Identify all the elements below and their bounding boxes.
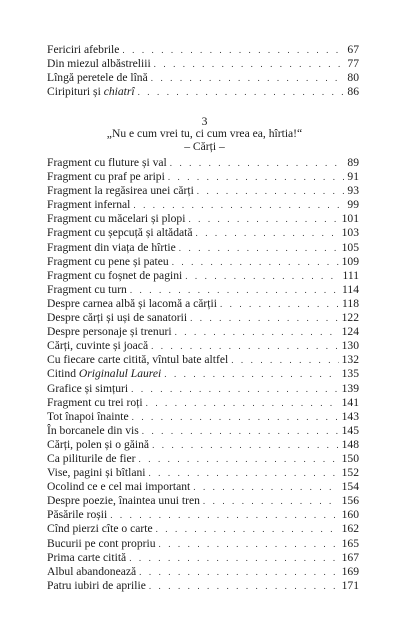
toc-entry-title: Patru iubiri de aprilie (47, 578, 146, 592)
toc-entry (47, 508, 359, 522)
toc-entry-title: Fragment la regăsirea unei cărți (47, 184, 194, 198)
toc-dot-leader (203, 494, 339, 508)
toc-entry-title-plain: Ciripituri și (47, 85, 104, 99)
toc-dot-leader (164, 367, 338, 381)
toc-dot-leader (151, 71, 345, 85)
toc-page-number: 143 (341, 409, 359, 423)
toc-dot-leader (132, 410, 339, 424)
toc-entry-title: Cărți, polen și o găină (47, 437, 150, 451)
section-epigraph: „Nu e cum vrei tu, ci cum vrea ea, hîrtia!“ (106, 127, 303, 140)
toc-page-number: 109 (341, 254, 359, 268)
toc-entry-title (47, 367, 164, 381)
toc-page-number: 114 (342, 282, 359, 296)
toc-entry (47, 537, 359, 551)
toc-entry-title: Fragment cu turn (47, 282, 127, 296)
toc-list-previous-section (47, 43, 359, 99)
toc-entry-title: Din miezul albăstreliii (47, 57, 151, 71)
toc-entry-title: Fragment cu măcelari și plopi (47, 212, 186, 226)
toc-entry-title-plain: Citind (47, 367, 79, 381)
section-title: – Cărți – (184, 140, 225, 153)
toc-page-number: 77 (347, 57, 359, 71)
toc-page-number: 67 (347, 43, 359, 56)
toc-entry-title: În borcanele din vis (47, 423, 139, 437)
toc-entry (47, 255, 359, 269)
toc-dot-leader (185, 269, 339, 283)
toc-entry (47, 382, 359, 396)
toc-entry-title: Fragment din viața de hîrtie (47, 240, 176, 254)
toc-entry-title: Fragment cu trei roți (47, 395, 143, 409)
toc-entry-title: Bucurii pe cont propriu (47, 536, 156, 550)
toc-dot-leader (220, 297, 339, 311)
toc-entry (47, 339, 359, 353)
toc-page-number: 103 (341, 226, 359, 240)
toc-dot-leader (152, 438, 339, 452)
toc-page-number: 118 (342, 296, 359, 310)
toc-entry (47, 241, 359, 255)
toc-entry (47, 565, 359, 579)
toc-entry-title: Prima carte citită (47, 550, 127, 564)
toc-entry-title: Tot înapoi înainte (47, 409, 129, 423)
toc-page-number: 165 (341, 536, 359, 550)
toc-entry-title: Cu fiecare carte citită, vîntul bate altfel (47, 353, 229, 367)
toc-entry (47, 85, 359, 99)
toc-entry-title: Fragment cu fluture și val (47, 156, 167, 169)
toc-entry (47, 184, 359, 198)
toc-dot-leader (151, 339, 339, 353)
toc-page-number: 139 (341, 381, 359, 395)
toc-entry (47, 522, 359, 536)
toc-dot-leader (139, 452, 339, 466)
toc-page-number: 167 (341, 550, 359, 564)
toc-page-number: 80 (347, 71, 359, 85)
toc-entry-title (47, 85, 138, 99)
toc-page-number: 93 (347, 184, 359, 198)
toc-dot-leader (133, 198, 344, 212)
toc-dot-leader (197, 184, 345, 198)
toc-entry-title-italic: Originalul Laurei (78, 367, 162, 381)
toc-dot-leader (130, 283, 339, 297)
toc-entry-title: Despre poezie, înaintea unui tren (47, 494, 200, 508)
toc-entry-title: Fragment cu șepcuță și altădată (47, 226, 193, 240)
toc-entry-title: Grafice și simțuri (47, 381, 129, 395)
toc-dot-leader (168, 170, 345, 184)
toc-page-number: 122 (341, 311, 359, 325)
toc-page-number: 141 (341, 395, 359, 409)
toc-page-number: 169 (341, 564, 359, 578)
toc-dot-leader (196, 226, 339, 240)
toc-page-number: 162 (341, 522, 359, 536)
toc-dot-leader (156, 522, 339, 536)
section-number: 3 (201, 115, 208, 128)
toc-page-number: 86 (347, 85, 359, 99)
toc-entry (47, 156, 359, 170)
toc-entry (47, 466, 359, 480)
toc-page-number: 148 (341, 437, 359, 451)
toc-entry (47, 269, 359, 283)
toc-dot-leader (148, 466, 338, 480)
toc-entry-title: Despre cărți și uși de sanatorii (47, 311, 188, 325)
toc-dot-leader (179, 241, 339, 255)
toc-entry (47, 226, 359, 240)
toc-entry-title: Despre personaje și trenuri (47, 325, 172, 339)
toc-entry-title: Fragment cu pene și pateu (47, 254, 169, 268)
toc-entry (47, 198, 359, 212)
toc-page-number: 89 (347, 156, 359, 169)
toc-dot-leader (172, 255, 339, 269)
toc-dot-leader (175, 325, 339, 339)
toc-page-number: 171 (341, 578, 359, 592)
toc-entry-title: Cărți, cuvinte și joacă (47, 339, 149, 353)
toc-entry (47, 212, 359, 226)
toc-page-number: 105 (341, 240, 359, 254)
toc-entry-title: Fragment cu foșnet de pagini (47, 268, 183, 282)
toc-entry-title: Cînd pierzi cîte o carte (47, 522, 153, 536)
toc-entry (47, 494, 359, 508)
toc-entry-title: Albul abandonează (47, 564, 137, 578)
toc-page-number: 124 (341, 325, 359, 339)
toc-entry (47, 283, 359, 297)
toc-page-number: 160 (341, 508, 359, 522)
toc-entry-title: Păsările roșii (47, 508, 108, 522)
toc-dot-leader (154, 57, 345, 71)
toc-page-number: 130 (341, 339, 359, 353)
toc-dot-leader (149, 579, 339, 593)
toc-page-number: 154 (341, 480, 359, 494)
toc-list-section-carti (47, 156, 359, 593)
toc-dot-leader (193, 480, 338, 494)
toc-page-number: 101 (341, 212, 359, 226)
toc-dot-leader (190, 311, 339, 325)
toc-entry (47, 170, 359, 184)
toc-page-number: 111 (342, 268, 359, 282)
toc-entry (47, 551, 359, 565)
toc-page-number: 152 (341, 466, 359, 480)
toc-entry (47, 311, 359, 325)
toc-entry-title: Fericiri afebrile (47, 43, 120, 56)
toc-page-number: 135 (341, 367, 359, 381)
toc-entry (47, 579, 359, 593)
toc-entry (47, 325, 359, 339)
toc-entry-title: Ca piliturile de fier (47, 451, 136, 465)
toc-entry (47, 410, 359, 424)
toc-entry (47, 424, 359, 438)
toc-entry (47, 43, 359, 57)
toc-entry (47, 71, 359, 85)
toc-entry (47, 396, 359, 410)
toc-entry (47, 297, 359, 311)
toc-page-number: 91 (347, 170, 359, 184)
toc-dot-leader (122, 43, 344, 57)
toc-entry (47, 452, 359, 466)
toc-page-number: 156 (341, 494, 359, 508)
toc-dot-leader (188, 212, 338, 226)
toc-entry-title: Fragment infernal (47, 198, 131, 212)
toc-dot-leader (142, 424, 339, 438)
toc-entry-title: Lîngă peretele de lînă (47, 71, 148, 85)
toc-entry (47, 480, 359, 494)
toc-dot-leader (139, 565, 338, 579)
toc-page-number: 150 (341, 451, 359, 465)
toc-entry (47, 438, 359, 452)
toc-dot-leader (146, 396, 339, 410)
toc-page-number: 132 (341, 353, 359, 367)
toc-entry (47, 353, 359, 367)
toc-entry (47, 57, 359, 71)
toc-dot-leader (131, 382, 338, 396)
toc-dot-leader (129, 551, 338, 565)
toc-entry-title: Ocolind ce e cel mai important (47, 480, 191, 494)
toc-page-number: 145 (341, 423, 359, 437)
toc-entry (47, 367, 359, 381)
toc-dot-leader (231, 353, 338, 367)
toc-entry-title: Vise, pagini și bîtlani (47, 466, 146, 480)
toc-dot-leader (159, 537, 339, 551)
toc-dot-leader (110, 508, 338, 522)
toc-dot-leader (170, 156, 345, 170)
toc-entry-title-italic: chiatrî (103, 85, 135, 99)
toc-entry-title: Fragment cu praf pe aripi (47, 170, 165, 184)
toc-dot-leader (138, 85, 345, 99)
toc-page-number: 99 (347, 198, 359, 212)
toc-entry-title: Despre carnea albă și lacomă a cărții (47, 296, 217, 310)
